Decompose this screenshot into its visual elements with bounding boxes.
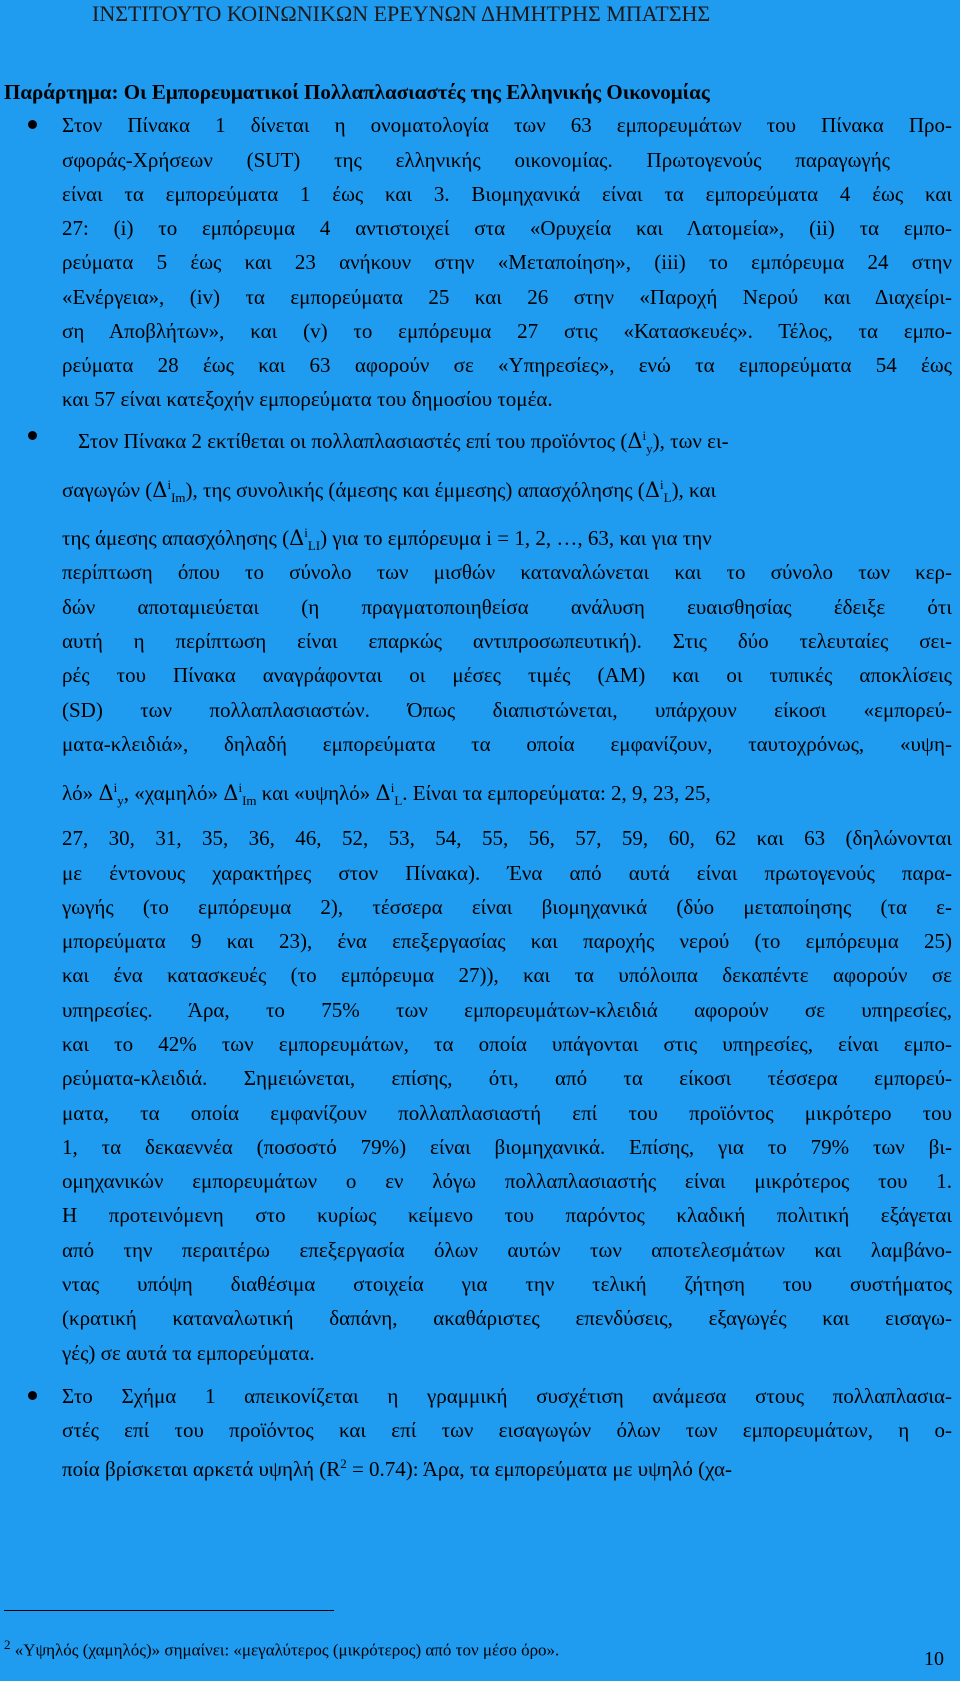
text-line: είναι τα εμπορεύματα 1 έως και 3. Βιομηχανικά είναι τα εμπορεύματα 4 έως και <box>62 182 952 206</box>
text-line: και 57 είναι κατεξοχήν εμπορεύματα του δημοσίου τομέα. <box>62 387 553 411</box>
text-line: λό» $\Delta^i_y$, «χαμηλό» $\Delta^i_{Im}$ και «υψηλό» $\Delta^i_L$. Είναι τα εμπορεύματα: 2, 9, 23, 25, <box>62 780 711 809</box>
text-line: περίπτωση όπου το σύνολο των μισθών καταναλώνεται και το σύνολο των κερ- <box>62 560 952 584</box>
text-line: (κρατική καταναλωτική δαπάνη, ακαθάριστες επενδύσεις, εξαγωγές και εισαγω- <box>62 1306 952 1330</box>
text-line: γές) σε αυτά τα εμπορεύματα. <box>62 1341 315 1365</box>
text-line: 27: (i) το εμπόρευμα 4 αντιστοιχεί στα «Ορυχεία και Λατομεία», (ii) τα εμπο- <box>62 216 952 240</box>
text-line: ρεύματα 5 έως και 23 ανήκουν στην «Μεταποίηση», (iii) το εμπόρευμα 24 στην <box>62 250 952 274</box>
text-line: υπηρεσίες. Άρα, το 75% των εμπορευμάτων-κλειδιά αφορούν σε υπηρεσίες, <box>62 998 952 1022</box>
text-line: αυτή η περίπτωση είναι επαρκώς αντιπροσωπευτική). Στις δύο τελευταίες σει- <box>62 629 952 653</box>
bullet-marker <box>28 1391 37 1400</box>
text-line: ρεύματα-κλειδιά. Σημειώνεται, επίσης, ότι, από τα είκοσι τέσσερα εμπορεύ- <box>62 1066 952 1090</box>
text-line: γωγής (το εμπόρευμα 2), τέσσερα είναι βιομηχανικά (δύο μεταποίησης (τα ε- <box>62 895 952 919</box>
text-line: ντας υπόψη διαθέσιμα στοιχεία για την τελική ζήτηση του συστήματος <box>62 1272 952 1296</box>
text-line: ρεύματα 28 έως και 63 αφορούν σε «Υπηρεσίες», ενώ τα εμπορεύματα 54 έως <box>62 353 952 377</box>
text-line: μπορεύματα 9 και 23), ένα επεξεργασίας και παροχής νερού (το εμπόρευμα 25) <box>62 929 952 953</box>
footnote-divider <box>4 1610 334 1611</box>
text-line: Στο Σχήμα 1 απεικονίζεται η γραμμική συσχέτιση ανάμεσα στους πολλαπλασια- <box>62 1384 952 1408</box>
text-line: «Ενέργεια», (iv) τα εμπορεύματα 25 και 26 στην «Παροχή Νερού και Διαχείρι- <box>62 285 952 309</box>
text-line: ματα-κλειδιά», δηλαδή εμπορεύματα τα οποία εμφανίζουν, ταυτοχρόνως, «υψη- <box>62 732 952 756</box>
text-line: σαγωγών $(\Delta^i_{Im})$, της συνολικής (άμεσης και έμμεσης) απασχόλησης $(\Delta^i_L)$, και <box>62 477 717 506</box>
text-line: δών αποταμιεύεται (η πραγματοποιηθείσα ανάλυση ευαισθησίας έδειξε ότι <box>62 595 952 619</box>
text-line: 1, τα δεκαεννέα (ποσοστό 79%) είναι βιομηχανικά. Επίσης, για το 79% των βι- <box>62 1135 952 1159</box>
text-line: και το 42% των εμπορευμάτων, τα οποία υπάγονται στις υπηρεσίες, είναι εμπο- <box>62 1032 952 1056</box>
text-line: της άμεσης απασχόλησης $(\Delta^i_{LI})$ για το εμπόρευμα i = 1, 2, …, 63, και για την <box>62 525 712 554</box>
page-header: ΙΝΣΤΙΤΟΥΤΟ ΚΟΙΝΩΝΙΚΩΝ ΕΡΕΥΝΩΝ ΔΗΜΗΤΡΗΣ ΜΠΑΤΣΗΣ <box>0 0 960 27</box>
text-line: (SD) των πολλαπλασιαστών. Όπως διαπιστώνεται, υπάρχουν είκοσι «εμπορεύ- <box>62 698 952 722</box>
appendix-title: Παράρτημα: Οι Εμπορευματικοί Πολλαπλασιαστές της Ελληνικής Οικονομίας <box>4 80 710 104</box>
text-line: στές επί του προϊόντος και επί των εισαγωγών όλων των εμπορευμάτων, η ο- <box>62 1418 952 1442</box>
text-line: από την περαιτέρω επεξεργασία όλων αυτών των αποτελεσμάτων και λαμβάνο- <box>62 1238 952 1262</box>
text-line: ποία βρίσκεται αρκετά υψηλή $(R^2 = 0.74)$: Άρα, τα εμπορεύματα με υψηλό (χα- <box>62 1456 733 1481</box>
bullet-marker <box>28 431 37 440</box>
page-number: 10 <box>924 1648 944 1670</box>
text-line: και ένα κατασκευές (το εμπόρευμα 27)), και τα υπόλοιπα δεκαπέντε αφορούν σε <box>62 963 952 987</box>
text-line: ομηχανικών εμπορευμάτων ο εν λόγω πολλαπλασιαστής είναι μικρότερος του 1. <box>62 1169 952 1193</box>
text-line: σφοράς-Χρήσεων (SUT) της ελληνικής οικονομίας. Πρωτογενούς παραγωγής <box>62 148 890 172</box>
text-line: Στον Πίνακα 1 δίνεται η ονοματολογία των 63 εμπορευμάτων του Πίνακα Προ- <box>62 113 952 137</box>
text-line: 27, 30, 31, 35, 36, 46, 52, 53, 54, 55, 56, 57, 59, 60, 62 και 63 (δηλώνονται <box>62 826 952 850</box>
bullet-marker <box>28 120 37 129</box>
text-line: Η προτεινόμενη στο κυρίως κείμενο του παρόντος κλαδική πολιτική εξάγεται <box>62 1203 952 1227</box>
text-line: με έντονους χαρακτήρες στον Πίνακα). Ένα από αυτά είναι πρωτογενούς παρα- <box>62 861 952 885</box>
footnote: $^2$ «Υψηλός (χαμηλός)» σημαίνει: «μεγαλύτερος (μικρότερος) από τον μέσο όρο». <box>4 1637 560 1660</box>
text-line: ση Αποβλήτων», και (v) το εμπόρευμα 27 στις «Κατασκευές». Τέλος, τα εμπο- <box>62 319 952 343</box>
text-line: ματα, τα οποία εμφανίζουν πολλαπλασιαστή επί του προϊόντος μικρότερο του <box>62 1101 952 1125</box>
text-line: ρές του Πίνακα αναγράφονται οι μέσες τιμές (AM) και οι τυπικές αποκλίσεις <box>62 663 952 687</box>
text-line: Στον Πίνακα 2 εκτίθεται οι πολλαπλασιαστές επί του προϊόντος $(\Delta^i_y)$, των ει- <box>78 428 729 457</box>
